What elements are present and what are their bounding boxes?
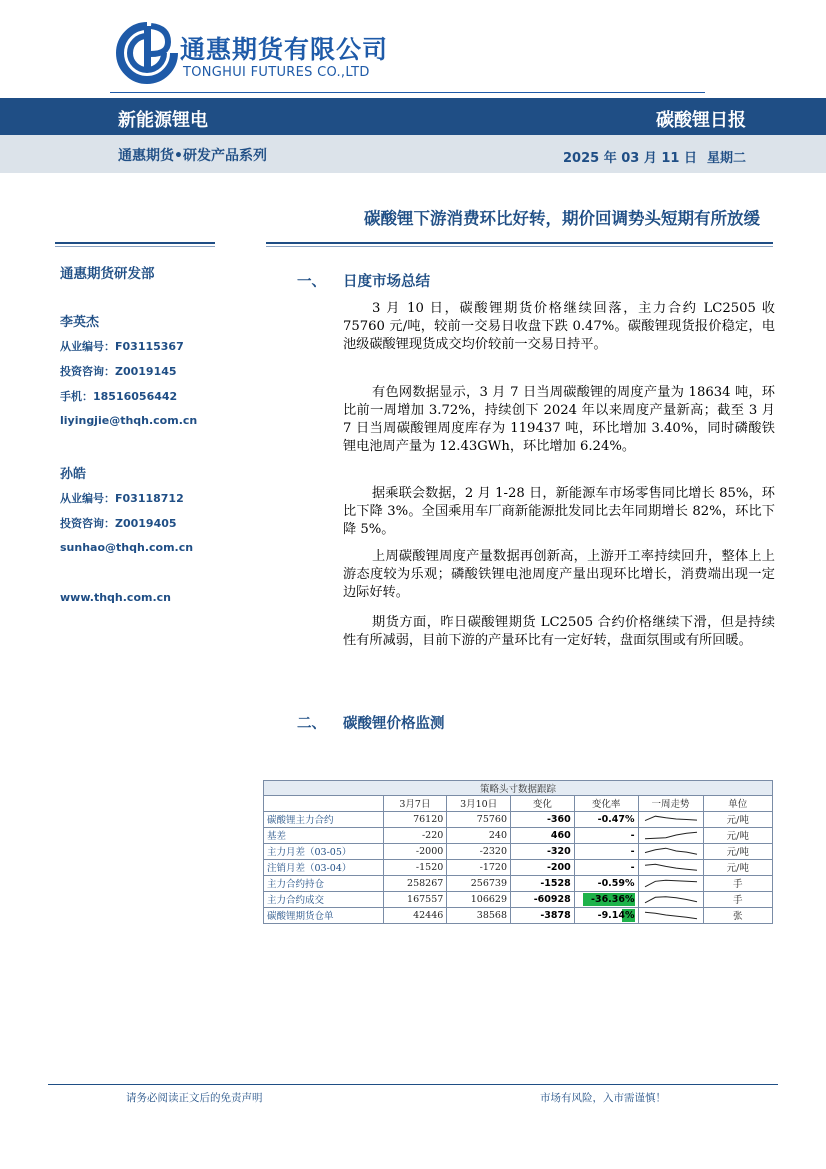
table-row: [264, 891, 773, 907]
paragraph: 有色网数据显示，3 月 7 日当周碳酸锂的周度产量为 18634 吨，环比前一周增加 3.72%，持续创下 2024 年以来周度产量新高；截至 3 月 7 日当周碳酸锂周度库存为 119437 吨，环比增加 3.40%，同时磷酸铁锂电池周产量为 12.43GWh，环比增加 6.24%。: [343, 385, 775, 454]
change-rate-text: -: [630, 829, 635, 841]
footer-divider: [48, 1084, 778, 1085]
weekly-trend-sparkline: [639, 892, 703, 907]
value-change: -1528: [511, 875, 575, 891]
value-change: -360: [511, 811, 575, 827]
report-name: 碳酸锂日报: [656, 110, 746, 131]
value-current: 256739: [447, 875, 511, 891]
paragraph: 据乘联会数据，2 月 1-28 日，新能源车市场零售同比增长 85%，环比下降 3%。全国乘用车厂商新能源批发同比去年同期增长 82%，环比下降 5%。: [343, 486, 775, 537]
sparkline-cell: [638, 859, 703, 875]
report-weekday: 星期二: [707, 151, 747, 166]
table-caption: 策略头寸数据跟踪: [264, 781, 773, 796]
sparkline-cell: [638, 907, 703, 923]
department-name: 通惠期货研发部: [60, 266, 155, 282]
weekly-trend-sparkline: [639, 860, 703, 875]
table-header: 单位: [703, 796, 772, 811]
table-header: 变化率: [574, 796, 638, 811]
value-current: 38568: [447, 907, 511, 923]
sparkline-cell: [638, 891, 703, 907]
value-prev: 76120: [383, 811, 447, 827]
value-change-rate: [574, 891, 638, 907]
table-row: [264, 859, 773, 875]
section-title: 日度市场总结: [343, 274, 430, 290]
value-current: 106629: [447, 891, 511, 907]
value-current: 240: [447, 827, 511, 843]
value-change-rate: [574, 811, 638, 827]
disclaimer-notice: 请务必阅读正文后的免责声明: [126, 1092, 263, 1104]
sparkline-line: [645, 816, 697, 820]
row-label: 碳酸锂主力合约: [264, 811, 384, 827]
value-change-rate: [574, 859, 638, 875]
analyst-name: 孙皓: [60, 467, 87, 482]
sparkline-line: [645, 848, 697, 854]
section-title: 碳酸锂价格监测: [343, 716, 445, 732]
sparkline-cell: [638, 811, 703, 827]
row-label: 主力合约持仓: [264, 875, 384, 891]
title-band: [0, 98, 826, 135]
sparkline-cell: [638, 827, 703, 843]
value-unit: 手: [703, 891, 772, 907]
row-label: 碳酸锂期货仓单: [264, 907, 384, 923]
weekly-trend-sparkline: [639, 812, 703, 827]
value-change-rate: [574, 907, 638, 923]
change-rate-text: -9.14%: [597, 909, 635, 921]
report-date: 2025 年 03 月 11 日: [563, 151, 697, 166]
report-headline: 碳酸锂下游消费环比好转，期价回调势头短期有所放缓: [364, 209, 760, 228]
company-website-link[interactable]: www.thqh.com.cn: [60, 591, 172, 604]
table-row: [264, 875, 773, 891]
table-body: [264, 811, 773, 923]
table-header: 3月7日: [383, 796, 447, 811]
value-prev: 167557: [383, 891, 447, 907]
sparkline-line: [645, 896, 697, 902]
table-row: [264, 827, 773, 843]
table-row: [264, 843, 773, 859]
row-label: 基差: [264, 827, 384, 843]
value-unit: 元/吨: [703, 843, 772, 859]
sparkline-line: [645, 832, 697, 839]
report-series: 通惠期货•研发产品系列: [118, 148, 267, 164]
value-change-rate: [574, 843, 638, 859]
price-monitor-table: [263, 780, 773, 924]
analyst-license: 从业编号：F03118712: [60, 492, 184, 505]
sparkline-cell: [638, 875, 703, 891]
company-name-en: TONGHUI FUTURES CO.,LTD: [183, 65, 370, 80]
table-row: [264, 907, 773, 923]
analyst-email[interactable]: liyingjie@thqh.com.cn: [60, 414, 198, 427]
value-change: -320: [511, 843, 575, 859]
value-prev: 258267: [383, 875, 447, 891]
header-divider: [110, 92, 705, 93]
sparkline-cell: [638, 843, 703, 859]
analyst-phone: 手机：18516056442: [60, 390, 178, 403]
sidebar-divider: [55, 242, 215, 244]
table-header: 一周走势: [638, 796, 703, 811]
company-logo-icon: [116, 22, 178, 84]
subtitle-band: [0, 135, 826, 173]
table-header: [264, 796, 384, 811]
analyst-email[interactable]: sunhao@thqh.com.cn: [60, 541, 194, 554]
weekly-trend-sparkline: [639, 908, 703, 923]
report-category: 新能源锂电: [118, 110, 208, 131]
change-rate-text: -0.59%: [597, 877, 635, 889]
section-number: 二、: [297, 716, 326, 732]
row-label: 注销月差（03-04）: [264, 859, 384, 875]
weekly-trend-sparkline: [639, 876, 703, 891]
sparkline-line: [645, 864, 697, 870]
value-current: -1720: [447, 859, 511, 875]
value-change: -3878: [511, 907, 575, 923]
value-unit: 手: [703, 875, 772, 891]
section-number: 一、: [297, 274, 326, 290]
table-header: 变化: [511, 796, 575, 811]
value-change: -60928: [511, 891, 575, 907]
value-current: 75760: [447, 811, 511, 827]
value-prev: -1520: [383, 859, 447, 875]
company-name-cn: 通惠期货有限公司: [180, 35, 389, 64]
value-unit: 元/吨: [703, 859, 772, 875]
risk-notice: 市场有风险，入市需谨慎！: [540, 1092, 666, 1104]
value-change-rate: [574, 827, 638, 843]
value-unit: 张: [703, 907, 772, 923]
content-divider-thin: [266, 246, 773, 247]
change-rate-text: -36.36%: [591, 893, 635, 905]
value-prev: 42446: [383, 907, 447, 923]
change-rate-text: -: [630, 861, 635, 873]
weekly-trend-sparkline: [639, 828, 703, 843]
sparkline-line: [645, 880, 697, 887]
change-rate-text: -0.47%: [597, 813, 635, 825]
row-label: 主力月差（03-05）: [264, 843, 384, 859]
value-prev: -2000: [383, 843, 447, 859]
analyst-consult-id: 投资咨询：Z0019145: [60, 365, 177, 378]
content-divider: [266, 242, 773, 244]
value-change: 460: [511, 827, 575, 843]
value-change: -200: [511, 859, 575, 875]
table-header: 3月10日: [447, 796, 511, 811]
value-current: -2320: [447, 843, 511, 859]
analyst-name: 李英杰: [60, 315, 100, 330]
value-prev: -220: [383, 827, 447, 843]
sparkline-line: [645, 912, 697, 919]
value-unit: 元/吨: [703, 811, 772, 827]
table-row: [264, 811, 773, 827]
weekly-trend-sparkline: [639, 844, 703, 859]
paragraph: 期货方面，昨日碳酸锂期货 LC2505 合约价格继续下滑，但是持续性有所减弱，目前下游的产量环比有一定好转，盘面氛围或有所回暖。: [343, 615, 775, 648]
row-label: 主力合约成交: [264, 891, 384, 907]
value-change-rate: [574, 875, 638, 891]
paragraph: 上周碳酸锂周度产量数据再创新高，上游开工率持续回升，整体上上游态度较为乐观；磷酸铁锂电池周度产量出现环比增长，消费端出现一定边际好转。: [343, 549, 775, 600]
analyst-consult-id: 投资咨询：Z0019405: [60, 517, 177, 530]
sidebar-divider-thin: [55, 246, 215, 247]
paragraph: 3 月 10 日，碳酸锂期货价格继续回落，主力合约 LC2505 收 75760 元/吨，较前一交易日收盘下跌 0.47%。碳酸锂现货报价稳定，电池级碳酸锂现货成交均价较前一交易日持平。: [343, 301, 775, 352]
analyst-license: 从业编号：F03115367: [60, 340, 184, 353]
change-rate-text: -: [630, 845, 635, 857]
value-unit: 元/吨: [703, 827, 772, 843]
